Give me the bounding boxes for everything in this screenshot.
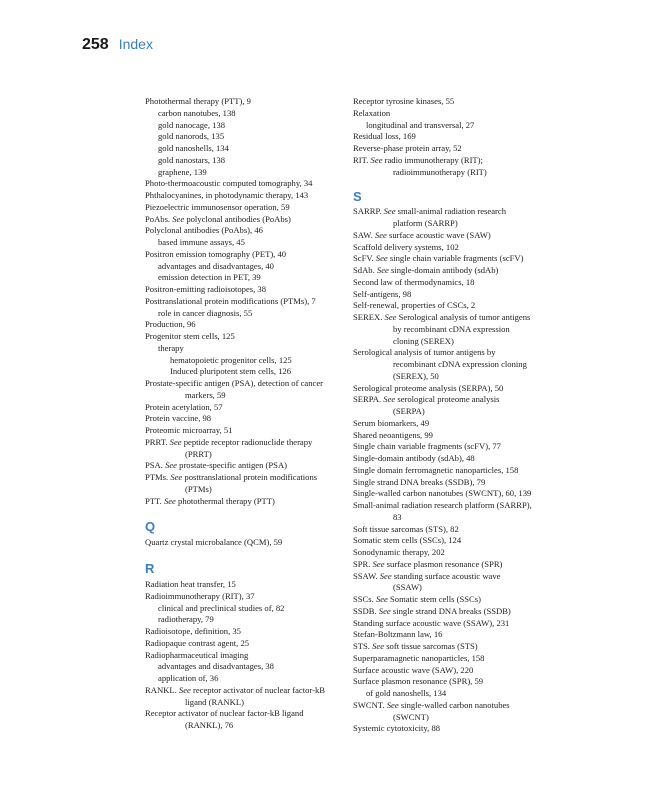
index-entry	[353, 676, 558, 688]
index-subentry	[145, 120, 345, 132]
see-reference: See	[372, 558, 385, 569]
entry-text: Progenitor stem cells, 125	[145, 331, 235, 341]
entry-text: (SSAW)	[393, 582, 422, 593]
index-entry-continuation	[353, 712, 558, 724]
entry-text: Small-animal radiation research platform (SARRP),	[353, 500, 532, 510]
entry-text: hematopoietic progenitor cells, 125	[170, 354, 292, 365]
index-entry	[353, 347, 558, 359]
index-entry	[145, 650, 345, 662]
index-column-left	[145, 96, 345, 732]
index-entry	[145, 685, 345, 697]
entry-text: Sonodynamic therapy, 202	[353, 547, 445, 557]
see-target: prostate-specific antigen (PSA)	[177, 460, 288, 471]
entry-text: Posttranslational protein modifications (PTMs), 7	[145, 295, 316, 306]
entry-text: Somatic stem cells (SSCs), 124	[353, 535, 462, 546]
see-target: single-walled carbon nanotubes	[398, 699, 510, 710]
entry-text: recombinant cDNA expression cloning	[393, 359, 527, 369]
entry-text: platform (SARRP)	[393, 218, 458, 228]
see-target: receptor activator of nuclear factor-kB	[190, 684, 325, 695]
entry-text: Piezoelectric immunosensor operation, 59	[145, 201, 290, 212]
entry-text: cloning (SEREX)	[393, 335, 454, 346]
index-entry	[353, 488, 558, 500]
see-reference: See	[178, 684, 191, 695]
index-entry	[145, 214, 345, 226]
entry-text: ScFV.	[353, 253, 376, 264]
entry-text: Single strand DNA breaks (SSDB), 79	[353, 476, 486, 487]
index-entry-continuation	[145, 697, 345, 709]
entry-text: Receptor activator of nuclear factor-kB ligand	[145, 708, 304, 719]
see-reference: See	[378, 605, 391, 616]
index-entry-continuation	[353, 359, 558, 371]
index-entry	[353, 277, 558, 289]
see-reference: See	[383, 206, 396, 217]
entry-text: Production, 96	[145, 319, 196, 330]
entry-text: application of, 36	[158, 673, 219, 683]
index-column-right	[353, 96, 558, 735]
entry-text: longitudinal and transversal, 27	[366, 119, 475, 130]
section-letter-heading: S	[353, 189, 362, 205]
index-subentry	[145, 272, 345, 284]
entry-text: radiotherapy, 79	[158, 614, 214, 625]
see-reference: See	[379, 570, 392, 581]
index-entry	[353, 230, 558, 242]
see-reference: See	[370, 154, 383, 165]
entry-text: Serological proteome analysis (SERPA), 50	[353, 382, 504, 393]
entry-text: SWCNT.	[353, 699, 387, 710]
index-entry	[353, 665, 558, 677]
entry-text: Surface plasmon resonance (SPR), 59	[353, 676, 484, 687]
see-reference: See	[375, 594, 388, 604]
index-subentry	[145, 131, 345, 143]
index-entry	[353, 500, 558, 512]
entry-text: advantages and disadvantages, 38	[158, 661, 274, 672]
see-target: surface plasmon resonance (SPR)	[384, 558, 503, 569]
index-entry	[353, 723, 558, 735]
index-entry	[353, 559, 558, 571]
entry-text: SARRP.	[353, 206, 384, 217]
index-subentry	[145, 108, 345, 120]
index-entry	[353, 265, 558, 277]
index-entry	[145, 579, 345, 591]
entry-text: (SWCNT)	[393, 711, 429, 722]
entry-text: based immune assays, 45	[158, 237, 245, 247]
index-entry	[145, 537, 345, 549]
entry-text: Positron-emitting radioisotopes, 38	[145, 284, 267, 294]
index-entry	[353, 606, 558, 618]
index-subentry	[145, 155, 345, 167]
entry-text: (SEREX), 50	[393, 370, 439, 381]
see-target: posttranslational protein modifications	[182, 472, 318, 482]
see-target: radio immunotherapy (RIT);	[382, 154, 483, 165]
entry-text: Surface acoustic wave (SAW), 220	[353, 664, 474, 675]
index-subentry	[145, 343, 345, 355]
see-reference: See	[170, 472, 183, 482]
see-reference: See	[384, 312, 397, 322]
see-reference: See	[163, 495, 176, 506]
index-entry	[353, 394, 558, 406]
entry-text: PoAbs.	[145, 213, 173, 224]
index-subentry	[145, 308, 345, 320]
entry-text: gold nanostars, 138	[158, 154, 226, 165]
entry-text: Self-antigens, 98	[353, 288, 412, 299]
index-subentry	[145, 366, 345, 378]
entry-text: ligand (RANKL)	[185, 696, 244, 707]
entry-text: Polyclonal antibodies (PoAbs), 46	[145, 225, 263, 236]
index-entry	[353, 312, 558, 324]
index-entry	[145, 319, 345, 331]
index-entry	[353, 547, 558, 559]
index-entry	[353, 453, 558, 465]
entry-text: RIT.	[353, 154, 371, 165]
page-title: Index	[118, 36, 153, 52]
see-target: polyclonal antibodies (PoAbs)	[184, 213, 291, 224]
entry-text: of gold nanoshells, 134	[366, 688, 447, 698]
index-entry	[353, 108, 558, 120]
entry-text: by recombinant cDNA expression	[393, 323, 510, 334]
entry-text: Relaxation	[353, 107, 391, 118]
index-entry	[145, 178, 345, 190]
see-target: Somatic stem cells (SSCs)	[387, 594, 481, 604]
entry-text: markers, 59	[185, 389, 226, 400]
entry-text: Shared neoantigens, 99	[353, 429, 433, 440]
index-entry-continuation	[353, 582, 558, 594]
index-entry	[145, 284, 345, 296]
index-subentry	[353, 688, 558, 700]
index-entry	[145, 249, 345, 261]
section-letter-heading: R	[145, 561, 155, 576]
entry-text: gold nanoshells, 134	[158, 143, 229, 153]
index-entry-continuation	[145, 390, 345, 402]
entry-text: Standing surface acoustic wave (SSAW), 231	[353, 617, 510, 628]
index-entry	[353, 571, 558, 583]
index-entry	[353, 253, 558, 265]
entry-text: carbon nanotubes, 138	[158, 107, 236, 118]
entry-text: radioimmunotherapy (RIT)	[393, 166, 487, 177]
index-subentry	[145, 603, 345, 615]
entry-text: PSA.	[145, 460, 166, 471]
entry-text: Systemic cytotoxicity, 88	[353, 723, 441, 734]
index-entry	[145, 202, 345, 214]
entry-text: Single chain variable fragments (scFV), 77	[353, 441, 501, 452]
entry-text: SdAb.	[353, 265, 377, 275]
entry-text: Quartz crystal microbalance (QCM), 59	[145, 537, 283, 548]
index-entry	[353, 477, 558, 489]
entry-text: Single domain ferromagnetic nanoparticles, 158	[353, 464, 519, 475]
entry-text: Self-renewal, properties of CSCs, 2	[353, 300, 476, 311]
index-entry-continuation	[353, 336, 558, 348]
index-entry	[145, 460, 345, 472]
index-entry	[145, 425, 345, 437]
index-entry	[145, 413, 345, 425]
page-header	[82, 36, 153, 54]
see-reference: See	[372, 641, 385, 651]
see-reference: See	[165, 460, 177, 471]
index-entry	[353, 594, 558, 606]
index-entry	[353, 96, 558, 108]
entry-text: PTT.	[145, 495, 164, 506]
entry-text: Stefan-Boltzmann law, 16	[353, 629, 443, 640]
index-entry	[145, 638, 345, 650]
entry-text: role in cancer diagnosis, 55	[158, 307, 253, 318]
index-entry	[353, 465, 558, 477]
see-target: single-domain antibody (sdAb)	[388, 265, 499, 275]
see-reference: See	[375, 253, 388, 264]
index-entry	[353, 300, 558, 312]
see-reference: See	[172, 213, 185, 224]
index-entry	[145, 96, 345, 108]
entry-text: Protein acetylation, 57	[145, 401, 223, 412]
index-entry	[145, 496, 345, 508]
see-target: serological proteome analysis	[395, 394, 500, 405]
entry-text: Single-walled carbon nanotubes (SWCNT), 60, 139	[353, 488, 532, 499]
entry-text: Radioimmunotherapy (RIT), 37	[145, 590, 255, 601]
entry-text: Photo-thermoacoustic computed tomography, 34	[145, 178, 313, 189]
index-entry	[145, 190, 345, 202]
entry-text: Protein vaccine, 98	[145, 413, 212, 424]
entry-text: therapy	[158, 342, 184, 353]
entry-text: SAW.	[353, 229, 375, 240]
entry-text: Residual loss, 169	[353, 131, 416, 142]
index-subentry	[145, 261, 345, 273]
entry-text: STS.	[353, 641, 373, 651]
see-target: Serological analysis of tumor antigens	[396, 312, 531, 322]
entry-text: Induced pluripotent stem cells, 126	[170, 366, 292, 377]
entry-text: (PRRT)	[185, 448, 212, 459]
entry-text: SSAW.	[353, 570, 380, 581]
entry-text: PTMs.	[145, 472, 171, 482]
see-target: single strand DNA breaks (SSDB)	[390, 605, 511, 616]
entry-text: SEREX.	[353, 312, 385, 322]
see-target: standing surface acoustic wave	[391, 570, 501, 581]
index-entry	[145, 472, 345, 484]
index-entry-continuation	[353, 218, 558, 230]
index-entry	[353, 641, 558, 653]
index-subentry	[145, 237, 345, 249]
see-reference: See	[374, 229, 387, 240]
index-entry-continuation	[353, 406, 558, 418]
index-entry-continuation	[145, 449, 345, 461]
index-entry	[353, 618, 558, 630]
entry-text: Prostate-specific antigen (PSA), detection of cancer	[145, 378, 324, 388]
entry-text: Reverse-phase protein array, 52	[353, 143, 462, 153]
entry-text: Radioisotope, definition, 35	[145, 626, 241, 636]
index-entry-continuation	[353, 167, 558, 179]
see-reference: See	[386, 699, 399, 710]
see-reference: See	[169, 436, 182, 447]
entry-text: Receptor tyrosine kinases, 55	[353, 96, 455, 106]
entry-text: Serum biomarkers, 49	[353, 417, 430, 428]
index-subentry	[145, 614, 345, 626]
index-entry	[353, 524, 558, 536]
entry-text: Superparamagnetic nanoparticles, 158	[353, 652, 485, 663]
entry-text: Radiopharmaceutical imaging	[145, 649, 249, 660]
index-entry	[145, 708, 345, 720]
index-entry	[353, 131, 558, 143]
index-subentry	[145, 673, 345, 685]
index-entry	[353, 242, 558, 254]
index-entry	[145, 626, 345, 638]
see-target: soft tissue sarcomas (STS)	[384, 641, 478, 651]
entry-text: (SERPA)	[393, 406, 425, 416]
index-entry	[145, 591, 345, 603]
section-letter-heading: Q	[145, 519, 156, 535]
index-entry	[353, 418, 558, 430]
entry-text: Serological analysis of tumor antigens by	[353, 347, 496, 358]
entry-text: Radiation heat transfer, 15	[145, 579, 236, 589]
entry-text: 83	[393, 511, 402, 522]
see-target: peptide receptor radionuclide therapy	[181, 436, 313, 447]
entry-text: Photothermal therapy (PTT), 9	[145, 96, 251, 106]
entry-text: Scaffold delivery systems, 102	[353, 241, 459, 252]
index-subentry	[353, 120, 558, 132]
entry-text: Soft tissue sarcomas (STS), 82	[353, 523, 459, 534]
index-entry-continuation	[353, 324, 558, 336]
index-entry	[353, 441, 558, 453]
index-entry	[145, 296, 345, 308]
index-subentry	[145, 661, 345, 673]
index-entry	[145, 437, 345, 449]
entry-text: SERPA.	[353, 394, 384, 405]
see-target: small-animal radiation research	[395, 206, 506, 217]
see-reference: See	[376, 265, 389, 275]
index-entry	[353, 535, 558, 547]
entry-text: SSDB.	[353, 605, 379, 616]
index-entry-continuation	[353, 512, 558, 524]
entry-text: Radiopaque contrast agent, 25	[145, 637, 250, 648]
entry-text: PRRT.	[145, 436, 170, 447]
see-target: surface acoustic wave (SAW)	[386, 229, 491, 240]
index-entry-continuation	[145, 484, 345, 496]
index-entry	[145, 402, 345, 414]
see-target: photothermal therapy (PTT)	[175, 495, 275, 506]
entry-text: advantages and disadvantages, 40	[158, 260, 274, 271]
entry-text: Proteomic microarray, 51	[145, 425, 233, 435]
entry-text: gold nanorods, 135	[158, 131, 225, 142]
index-entry	[353, 629, 558, 641]
see-reference: See	[383, 394, 396, 405]
entry-text: (PTMs)	[185, 483, 212, 494]
index-subentry	[145, 355, 345, 367]
index-entry	[353, 143, 558, 155]
index-entry	[353, 289, 558, 301]
entry-text: clinical and preclinical studies of, 82	[158, 602, 285, 613]
entry-text: SPR.	[353, 558, 373, 569]
index-entry	[353, 206, 558, 218]
index-subentry	[145, 167, 345, 179]
index-entry	[353, 700, 558, 712]
page-number: 258	[82, 36, 109, 53]
entry-text: graphene, 139	[158, 166, 207, 177]
entry-text: SSCs.	[353, 594, 376, 604]
index-entry	[145, 225, 345, 237]
entry-text: emission detection in PET, 39	[158, 272, 261, 283]
index-subentry	[145, 143, 345, 155]
index-entry	[145, 331, 345, 343]
entry-text: Single-domain antibody (sdAb), 48	[353, 453, 475, 463]
index-entry	[353, 155, 558, 167]
index-entry	[353, 430, 558, 442]
index-entry	[353, 653, 558, 665]
index-entry-continuation	[353, 371, 558, 383]
see-target: single chain variable fragments (scFV)	[387, 253, 524, 264]
entry-text: Positron emission tomography (PET), 40	[145, 248, 287, 259]
index-entry-continuation	[145, 720, 345, 732]
entry-text: gold nanocage, 138	[158, 119, 226, 130]
entry-text: (RANKL), 76	[185, 720, 234, 730]
entry-text: Second law of thermodynamics, 18	[353, 276, 475, 287]
index-entry	[353, 383, 558, 395]
index-entry	[145, 378, 345, 390]
entry-text: Phthalocyanines, in photodynamic therapy, 143	[145, 190, 309, 200]
entry-text: RANKL.	[145, 684, 179, 695]
